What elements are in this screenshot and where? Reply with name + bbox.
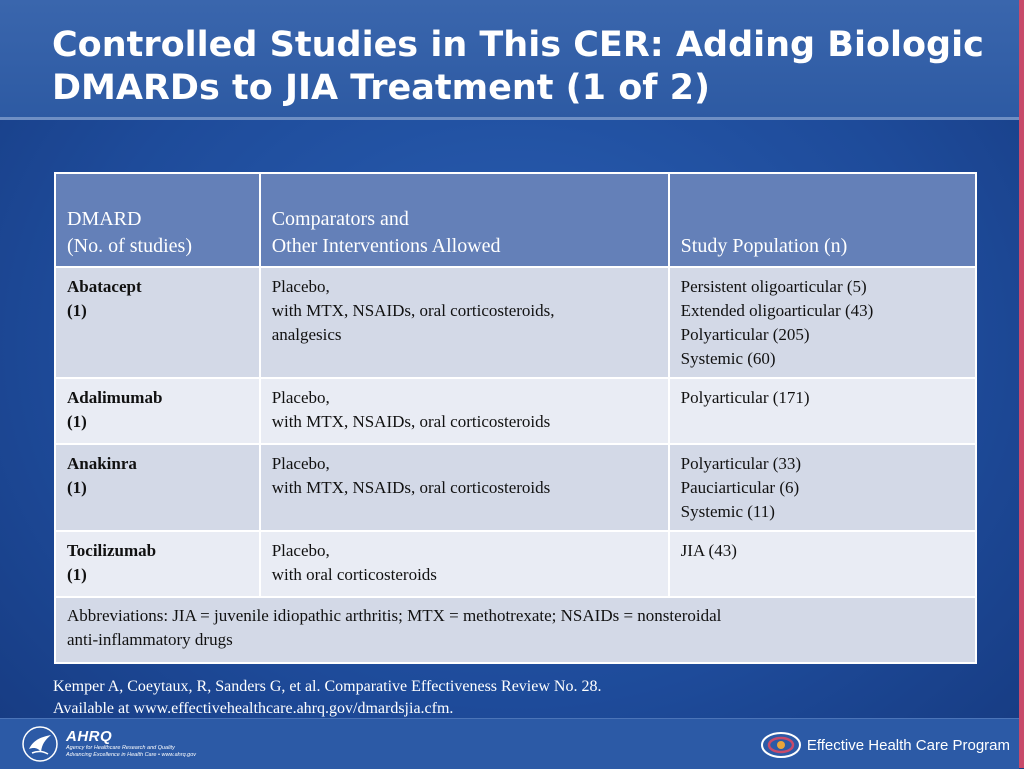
header-population bbox=[669, 173, 976, 267]
ahrq-logo bbox=[66, 728, 196, 759]
table-row bbox=[55, 378, 976, 444]
cell-line: Extended oligoarticular (43) bbox=[680, 301, 874, 320]
citation-line: Available at www.effectivehealthcare.ahrq.gov/dmardsjia.cfm. bbox=[53, 700, 454, 717]
population-cell bbox=[669, 267, 976, 378]
ehc-program-name: Effective Health Care Program bbox=[806, 736, 1010, 754]
abbreviations-cell bbox=[55, 597, 976, 663]
population-cell bbox=[669, 531, 976, 597]
cell-line: with MTX, NSAIDs, oral corticosteroids, bbox=[271, 301, 555, 320]
abbreviations-row bbox=[55, 597, 976, 663]
drug-name: Adalimumab bbox=[67, 388, 163, 407]
ehc-swirl-icon bbox=[759, 730, 803, 760]
studies-table bbox=[54, 172, 977, 664]
cell-line: with oral corticosteroids bbox=[271, 565, 437, 584]
cell-line: Polyarticular (171) bbox=[680, 388, 810, 407]
study-count: (1) bbox=[67, 412, 87, 431]
cell-line: Polyarticular (33) bbox=[680, 454, 802, 473]
cell-line: Polyarticular (205) bbox=[680, 325, 810, 344]
slide-title bbox=[52, 24, 1002, 110]
cell-line: Placebo, bbox=[271, 541, 330, 560]
dmard-cell bbox=[55, 444, 260, 531]
comparators-cell bbox=[260, 267, 669, 378]
slide-title-line-1: Controlled Studies in This CER: Adding Biologic bbox=[52, 25, 984, 65]
citation bbox=[53, 676, 601, 720]
dmard-cell bbox=[55, 267, 260, 378]
table-row bbox=[55, 531, 976, 597]
citation-line: Kemper A, Coeytaux, R, Sanders G, et al. Comparative Effectiveness Review No. 28. bbox=[53, 678, 602, 695]
table-row bbox=[55, 444, 976, 531]
header-dmard bbox=[55, 173, 260, 267]
cell-line: Systemic (11) bbox=[680, 502, 775, 521]
cell-line: Placebo, bbox=[271, 454, 330, 473]
drug-name: Anakinra bbox=[67, 454, 137, 473]
study-count: (1) bbox=[67, 565, 87, 584]
header-text: (No. of studies) bbox=[67, 235, 192, 257]
population-cell bbox=[669, 444, 976, 531]
cell-line: JIA (43) bbox=[680, 541, 737, 560]
dmard-cell bbox=[55, 378, 260, 444]
comparators-cell bbox=[260, 444, 669, 531]
table-row bbox=[55, 267, 976, 378]
study-count: (1) bbox=[67, 478, 87, 497]
dmard-cell bbox=[55, 531, 260, 597]
ahrq-wordmark: AHRQ bbox=[66, 728, 113, 745]
header-text: DMARD bbox=[67, 208, 142, 230]
ehc-program-logo bbox=[759, 730, 1010, 760]
cell-line: analgesics bbox=[271, 325, 342, 344]
header-text: Other Interventions Allowed bbox=[271, 235, 501, 257]
accent-rail bbox=[1019, 0, 1024, 768]
cell-line: Pauciarticular (6) bbox=[680, 478, 800, 497]
cell-line: Systemic (60) bbox=[680, 349, 776, 368]
header-comparators bbox=[260, 173, 669, 267]
hhs-eagle-logo bbox=[20, 725, 60, 763]
table-header-row bbox=[55, 173, 976, 267]
study-count: (1) bbox=[67, 301, 87, 320]
header-text: Comparators and bbox=[271, 208, 409, 230]
cell-line: Persistent oligoarticular (5) bbox=[680, 277, 867, 296]
header-text: Study Population (n) bbox=[680, 235, 848, 257]
cell-line: with MTX, NSAIDs, oral corticosteroids bbox=[271, 412, 551, 431]
ahrq-tagline: Advancing Excellence in Health Care • www.ahrq.gov bbox=[66, 752, 197, 758]
drug-name: Abatacept bbox=[67, 277, 142, 296]
comparators-cell bbox=[260, 531, 669, 597]
cell-line: Placebo, bbox=[271, 277, 330, 296]
comparators-cell bbox=[260, 378, 669, 444]
abbreviations-line: anti-inflammatory drugs bbox=[67, 630, 233, 649]
drug-name: Tocilizumab bbox=[67, 541, 157, 560]
cell-line: with MTX, NSAIDs, oral corticosteroids bbox=[271, 478, 551, 497]
population-cell bbox=[669, 378, 976, 444]
ahrq-subtitle: Agency for Healthcare Research and Quality bbox=[66, 745, 175, 751]
slide-title-line-2: DMARDs to JIA Treatment (1 of 2) bbox=[52, 68, 711, 108]
title-divider bbox=[0, 117, 1019, 120]
abbreviations-line: Abbreviations: JIA = juvenile idiopathic arthritis; MTX = methotrexate; NSAIDs = nonsteroidal bbox=[67, 606, 722, 625]
cell-line: Placebo, bbox=[271, 388, 330, 407]
